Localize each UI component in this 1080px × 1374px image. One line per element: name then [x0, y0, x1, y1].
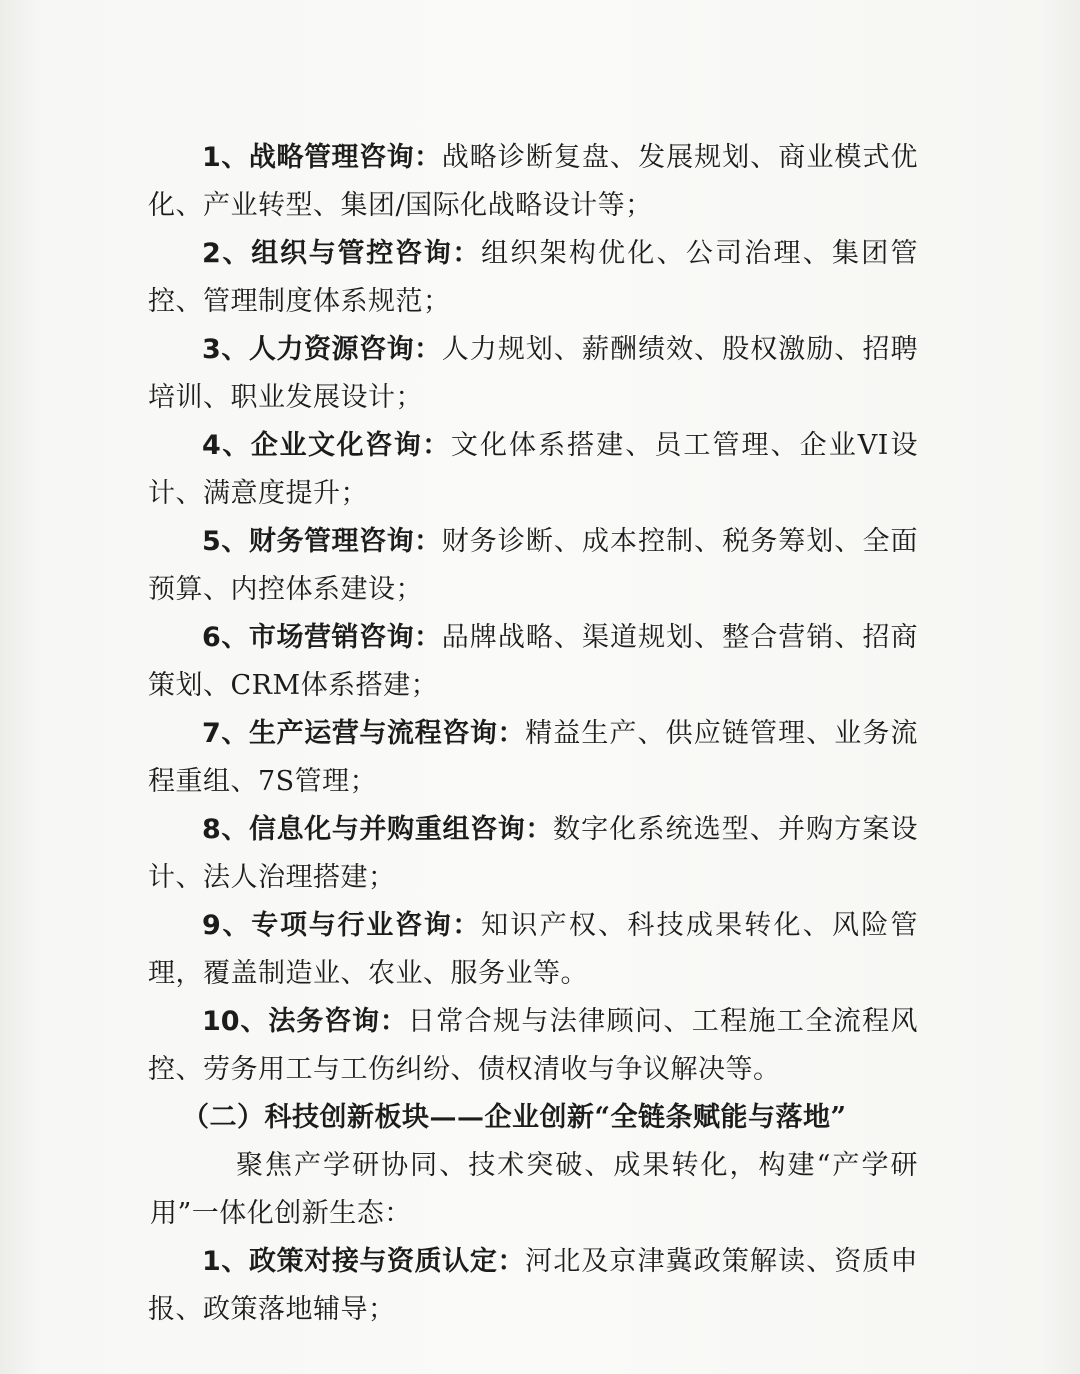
document-body [148, 134, 918, 1334]
item-term: 组织与管控咨询： [251, 238, 482, 269]
item-number: 8、 [202, 814, 250, 845]
item-description: 战略诊断复盘、发展规划、商业模式优化、产业转型、集团/国际化战略设计等； [148, 142, 919, 221]
item-description: 人力规划、薪酬绩效、股权激励、招聘培训、职业发展设计； [148, 334, 919, 413]
item-number: 5、 [202, 526, 249, 557]
section-intro: 聚焦产学研协同、技术突破、成果转化，构建“产学研用”一体化创新生态： [150, 1150, 918, 1229]
item-description: 精益生产、供应链管理、业务流程重组、7S管理； [148, 718, 919, 797]
list-item [148, 998, 918, 1094]
item-term: 市场营销咨询： [248, 622, 442, 653]
item-number: 6、 [202, 622, 249, 653]
section-heading: （二）科技创新板块——企业创新“全链条赋能与落地” [182, 1102, 847, 1133]
list-item [148, 230, 918, 326]
item-number: 3、 [202, 334, 249, 365]
list-item [148, 710, 918, 806]
item-description: 河北及京津冀政策解读、资质申报、政策落地辅导； [148, 1246, 919, 1325]
list-item [148, 806, 918, 902]
item-description: 文化体系搭建、员工管理、企业VI设计、满意度提升； [148, 430, 918, 509]
item-description: 数字化系统选型、并购方案设计、法人治理搭建； [148, 814, 919, 893]
list-item [148, 614, 918, 710]
item-number: 7、 [202, 718, 250, 749]
list-item [148, 902, 918, 998]
item-term: 人力资源咨询： [248, 334, 442, 365]
item-number: 4、 [202, 430, 251, 461]
item-number: 9、 [202, 910, 252, 941]
item-number: 1、 [202, 1246, 250, 1277]
item-description: 组织架构优化、公司治理、集团管控、管理制度体系规范； [148, 238, 918, 317]
item-number: 10、 [202, 1006, 269, 1037]
list-item [148, 134, 918, 230]
list-item [148, 422, 918, 518]
item-term: 专项与行业咨询： [251, 910, 482, 941]
item-number: 2、 [202, 238, 252, 269]
item-term: 战略管理咨询： [248, 142, 442, 173]
item-description: 知识产权、科技成果转化、风险管理，覆盖制造业、农业、服务业等。 [148, 910, 918, 989]
item-term: 法务咨询： [268, 1006, 408, 1037]
item-term: 企业文化咨询： [250, 430, 451, 461]
item-term: 生产运营与流程咨询： [249, 718, 526, 749]
list-item [148, 518, 918, 614]
item-number: 1、 [202, 142, 249, 173]
list-item [148, 1238, 918, 1334]
list-item [148, 326, 918, 422]
item-description: 日常合规与法律顾问、工程施工全流程风控、劳务用工与工伤纠纷、债权清收与争议解决等。 [148, 1006, 919, 1085]
item-term: 财务管理咨询： [248, 526, 442, 557]
item-description: 品牌战略、渠道规划、整合营销、招商策划、CRM体系搭建； [148, 622, 919, 701]
item-description: 财务诊断、成本控制、税务筹划、全面预算、内控体系建设； [148, 526, 919, 605]
item-term: 政策对接与资质认定： [249, 1246, 526, 1277]
item-term: 信息化与并购重组咨询： [249, 814, 553, 845]
